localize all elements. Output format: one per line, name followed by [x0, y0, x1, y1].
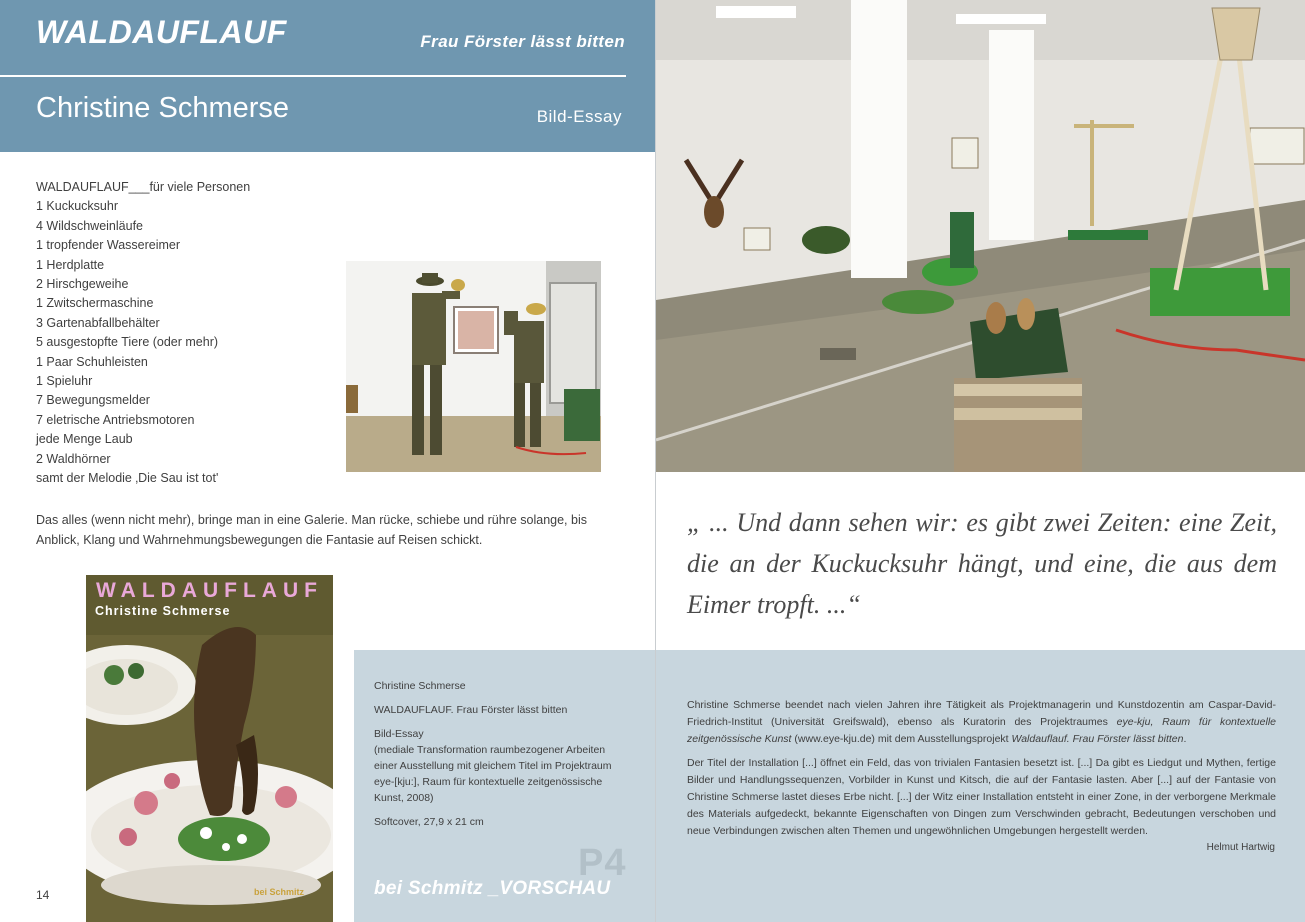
quote-signature: Helmut Hartwig [1206, 842, 1275, 853]
performers-photo [346, 261, 601, 472]
header-rule [0, 75, 626, 77]
pull-quote: „ ... Und dann sehen wir: es gibt zwei Zeiten: eine Zeit, die an der Kuckucksuhr hängt, und eine, die aus dem Eimer tropft. ...“ [687, 508, 1277, 619]
header-subtitle: Frau Förster lässt bitten [420, 32, 625, 51]
book-title: WALDAUFLAUF. Frau Förster lässt bitten [374, 704, 568, 716]
ingredients-list [36, 178, 336, 489]
list-item: samt der Melodie ‚Die Sau ist tot' [36, 471, 219, 486]
cover-publisher: bei Schmitz [254, 887, 305, 897]
intro-paragraph: Das alles (wenn nicht mehr), bringe man in eine Galerie. Man rücke, schiebe und rühre solange, bis Anblick, Klang und Wahrnehmungsbewegungen die Fantasie auf Reisen schickt. [36, 513, 587, 547]
gallery-installation-photo [656, 0, 1305, 472]
list-item: 1 Paar Schuhleisten [36, 354, 148, 369]
list-item: 7 eletrische Antriebsmotoren [36, 412, 195, 427]
cover-title: WALDAUFLAUF [96, 579, 323, 602]
cover-photo [86, 575, 333, 922]
book-cover [86, 575, 333, 922]
header-banner [0, 0, 655, 152]
vorschau-label: bei Schmitz _VORSCHAU [374, 878, 611, 899]
list-item: 2 Waldhörner [36, 451, 111, 466]
book-genre: Bild-Essay [374, 728, 424, 740]
bio-emphasis: Waldauflauf. Frau Förster lässt bitten [1011, 733, 1184, 746]
list-item: 5 ausgestopfte Tiere (oder mehr) [36, 335, 219, 350]
author-bio [687, 697, 1276, 847]
list-item: 1 Herdplatte [36, 257, 105, 272]
bio-paragraph-1 [687, 697, 1276, 749]
bio-paragraph-2: Der Titel der Installation [...] öffnet ein Feld, das von trivialen Fantasien besetzt ist. [...] Da gibt es Liedgut und Mythen, fertige Bilder und Handlungssequenzen, Vorbilder in Kunst und Kitsch, die auf der Fantasie lasten. Aber [...] auf der Fantasie von Christine Schmerse lastet dieses Erbe nicht. [...] der Witz einer Installation entsteht in einer Zone, in der verborgene Merkmale des Materials aufgedeckt, bekannte Eigenschaften von Dingen zum Verschwinden gebracht, Bedeutungen verschoben und neue Verbindungen zwischen alten Themen und ungewöhnlichen Umgebungen hergestellt werden. [687, 756, 1276, 838]
author-name: Christine Schmerse [36, 92, 290, 124]
bio-text: Christine Schmerse beendet nach vielen Jahren ihre Tätigkeit als Projektmanagerin und Kunstdozentin am Caspar-David-Friedrich-Institut (Universität Greifswald), ebenso als Kuratorin des Projektraumes [687, 699, 1276, 729]
book-author: Christine Schmerse [374, 680, 466, 692]
list-item: 1 Spieluhr [36, 374, 93, 389]
brand-title: WALDAUFLAUF [36, 14, 287, 50]
book-description: (mediale Transformation raumbezogener Arbeiten einer Ausstellung mit gleichem Titel im Projektraum eye-[kju:], Raum für kontextuelle zeitgenössische Kunst, 2008) [374, 744, 612, 804]
list-item: 1 tropfender Wassereimer [36, 238, 181, 253]
list-item: 1 Kuckucksuhr [36, 199, 118, 214]
genre-label: Bild-Essay [536, 107, 622, 126]
cover-author: Christine Schmerse [95, 604, 231, 618]
list-item: jede Menge Laub [36, 432, 133, 447]
list-item: 1 Zwitschermaschine [36, 296, 154, 311]
page-number: 14 [36, 888, 50, 902]
list-item: 2 Hirschgeweihe [36, 277, 129, 292]
page-gutter [655, 0, 656, 922]
ingredients-heading: WALDAUFLAUF___für viele Personen [36, 180, 251, 194]
list-item: 4 Wildschweinläufe [36, 218, 143, 233]
bio-text: . [1183, 733, 1187, 746]
book-details [374, 678, 629, 838]
book-format: Softcover, 27,9 x 21 cm [374, 816, 484, 828]
bio-emphasis: eye-kju, Raum für kontextuelle zeitgenössische Kunst [687, 716, 1276, 746]
list-item: 7 Bewegungsmelder [36, 393, 150, 408]
list-item: 3 Gartenabfallbehälter [36, 315, 160, 330]
p4-mark: P4 [578, 842, 627, 884]
bio-text: (www.eye-kju.de) mit dem Ausstellungsprojekt [791, 733, 1012, 746]
